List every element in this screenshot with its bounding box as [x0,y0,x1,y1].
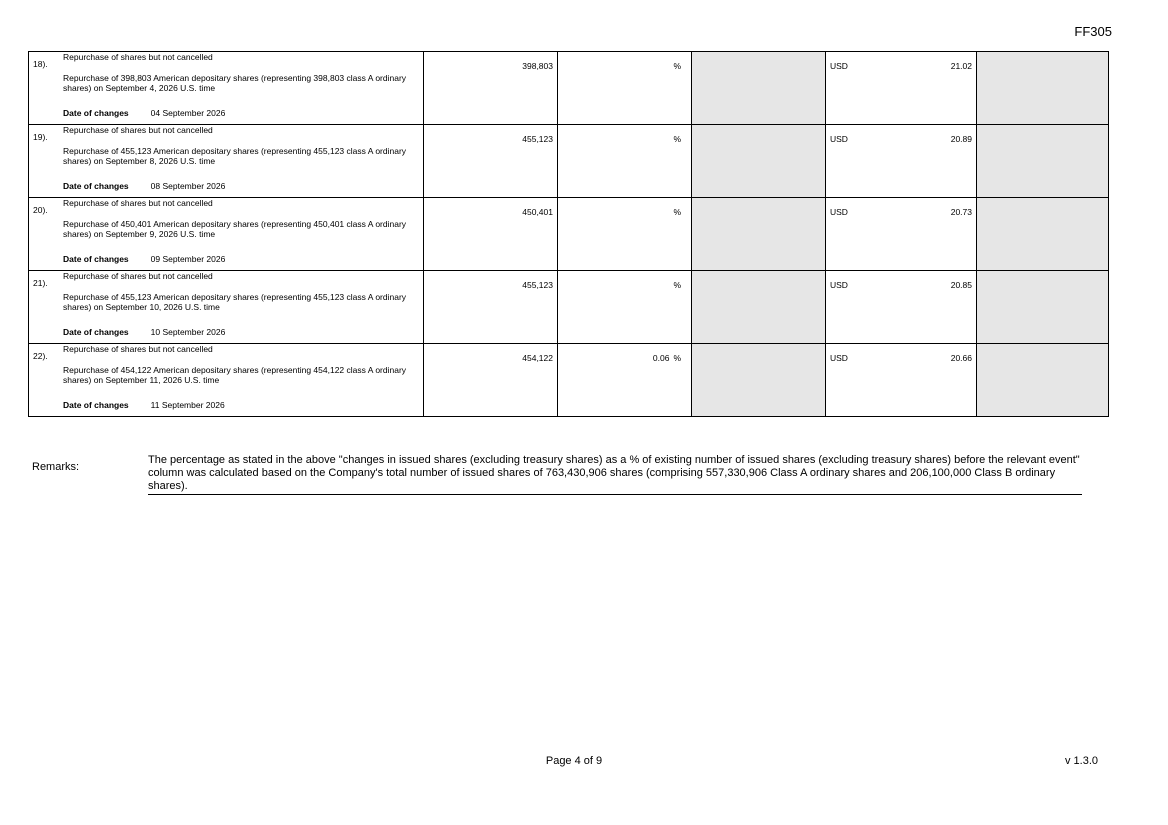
shaded-cell [692,271,826,344]
shares-cell [424,198,558,271]
percentage-value [669,280,681,290]
event-detail: Repurchase of 455,123 American depositary shares (representing 455,123 class A ordinary shares) on September 10, 2026 U.S. time [63,292,407,312]
currency: USD [830,353,848,363]
shaded-cell [977,125,1109,198]
shaded-cell [692,125,826,198]
price-cell [826,52,977,125]
price-value: 20.85 [950,280,972,290]
shaded-cell [692,344,826,417]
remarks-text: The percentage as stated in the above "changes in issued shares (excluding treasury shares) as a % of existing number of issued shares (excluding treasury shares) before the relevant event" column was calculated based on the Company's total number of issued shares of 763,430,906 shares (comprising 557,330,906 Class A ordinary shares and 206,100,000 Class B ordinary shares). [148,454,1082,495]
table-row [29,271,1109,344]
date-value: 09 September 2026 [150,254,226,264]
percent-sign: % [673,61,681,71]
shares-value: 454,122 [522,353,553,363]
row-number: 21). [33,278,48,288]
event-type: Repurchase of shares but not cancelled [63,198,213,208]
percentage-value [669,207,681,217]
date-value: 08 September 2026 [150,181,226,191]
table-row [29,125,1109,198]
remarks-label: Remarks: [32,461,80,473]
shaded-cell [977,52,1109,125]
percentage-cell [558,198,692,271]
percent-sign: % [673,134,681,144]
description-cell [29,271,424,344]
event-detail: Repurchase of 450,401 American depositary shares (representing 450,401 class A ordinary shares) on September 9, 2026 U.S. time [63,219,407,239]
shares-cell [424,125,558,198]
date-value: 11 September 2026 [150,400,225,410]
currency: USD [830,61,848,71]
date-label: Date of changes [63,181,129,191]
event-detail: Repurchase of 398,803 American depositary shares (representing 398,803 class A ordinary shares) on September 4, 2026 U.S. time [63,73,407,93]
shares-value: 450,401 [522,207,553,217]
description-cell [29,198,424,271]
row-number: 18). [33,59,48,69]
price-value: 20.66 [950,353,972,363]
date-value: 10 September 2026 [150,327,226,337]
table-row [29,344,1109,417]
price-cell [826,125,977,198]
shares-value: 455,123 [522,134,553,144]
row-number: 22). [33,351,48,361]
percentage-cell [558,271,692,344]
event-type: Repurchase of shares but not cancelled [63,125,213,135]
shares-cell [424,271,558,344]
percentage-number: 0.06 [652,353,670,363]
page-number: Page 4 of 9 [545,755,603,767]
price-value: 20.89 [950,134,972,144]
event-detail: Repurchase of 455,123 American depositary shares (representing 455,123 class A ordinary shares) on September 8, 2026 U.S. time [63,146,407,166]
shaded-cell [692,52,826,125]
percentage-value [669,134,681,144]
description-cell [29,52,424,125]
event-type: Repurchase of shares but not cancelled [63,344,213,354]
shares-cell [424,52,558,125]
percentage-cell [558,344,692,417]
price-value: 21.02 [950,61,972,71]
date-of-changes [63,400,225,410]
date-label: Date of changes [63,254,129,264]
currency: USD [830,134,848,144]
percent-sign: % [673,207,681,217]
shares-cell [424,344,558,417]
currency: USD [830,280,848,290]
event-type: Repurchase of shares but not cancelled [63,271,213,281]
shares-value: 398,803 [522,61,553,71]
percent-sign: % [673,353,681,363]
percent-sign: % [673,280,681,290]
date-of-changes [63,108,225,118]
date-value: 04 September 2026 [150,108,226,118]
date-of-changes [63,327,225,337]
price-cell [826,344,977,417]
form-code: FF305 [1074,24,1112,39]
currency: USD [830,207,848,217]
percentage-cell [558,52,692,125]
date-of-changes [63,181,225,191]
event-type: Repurchase of shares but not cancelled [63,52,213,62]
date-of-changes [63,254,225,264]
price-cell [826,198,977,271]
shares-value: 455,123 [522,280,553,290]
shaded-cell [977,198,1109,271]
price-cell [826,271,977,344]
table-row [29,198,1109,271]
shaded-cell [692,198,826,271]
event-detail: Repurchase of 454,122 American depositary shares (representing 454,122 class A ordinary shares) on September 11, 2026 U.S. time [63,365,407,385]
price-value: 20.73 [950,207,972,217]
percentage-cell [558,125,692,198]
date-label: Date of changes [63,108,129,118]
row-number: 19). [33,132,48,142]
date-label: Date of changes [63,327,129,337]
row-number: 20). [33,205,48,215]
description-cell [29,344,424,417]
date-label: Date of changes [63,400,129,410]
percentage-value [653,353,681,363]
description-cell [29,125,424,198]
shaded-cell [977,271,1109,344]
percentage-value [669,61,681,71]
shaded-cell [977,344,1109,417]
version-label: v 1.3.0 [1064,755,1098,767]
table-row [29,52,1109,125]
share-changes-table [28,51,1109,417]
